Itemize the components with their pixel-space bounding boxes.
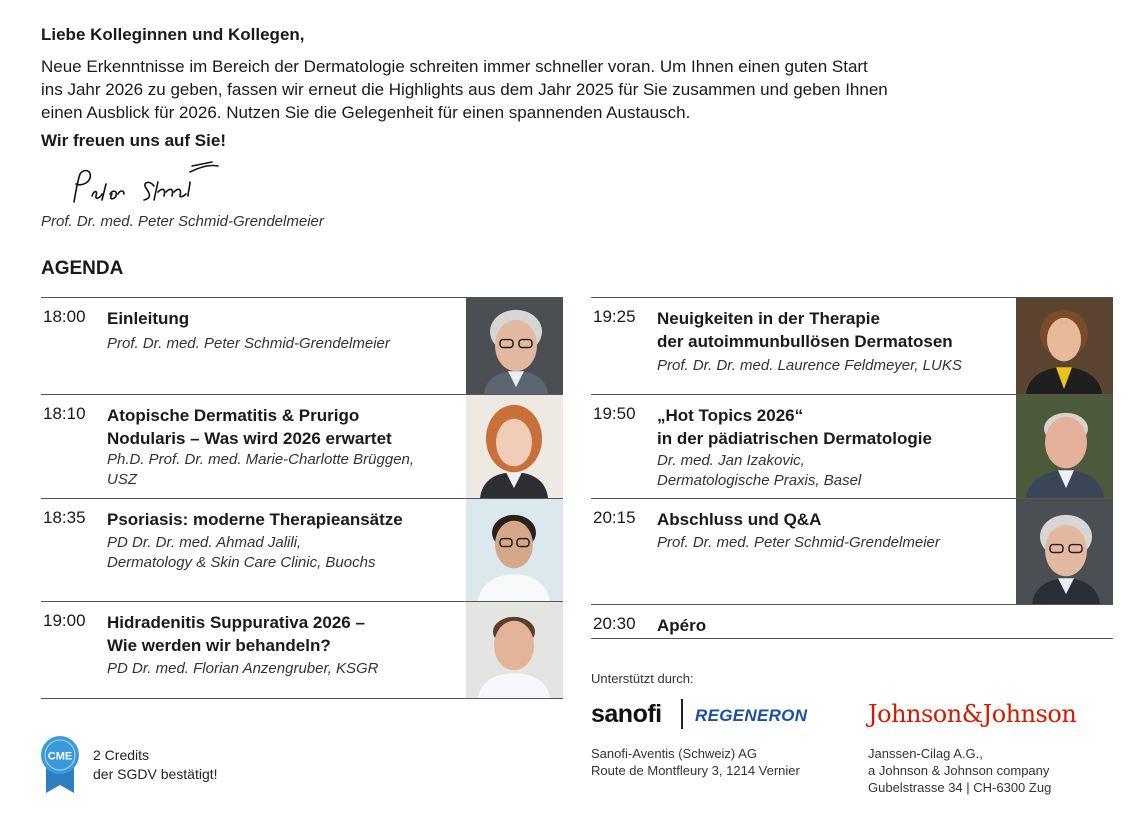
agenda-row: [591, 604, 1113, 638]
agenda-speaker: [107, 659, 457, 679]
speaker-line: Dr. med. Jan Izakovic,: [657, 452, 805, 469]
agenda-time: 18:10: [43, 404, 86, 423]
agenda-time: 20:15: [593, 508, 636, 527]
agenda-time: 18:00: [43, 307, 86, 326]
speaker-line: Dermatologische Praxis, Basel: [657, 472, 862, 489]
sanofi-logo: sanofi: [591, 700, 662, 728]
agenda-time: 19:00: [43, 611, 86, 630]
speaker-portrait-photo: [466, 499, 563, 601]
agenda-row: [591, 498, 1113, 604]
agenda-topic: [657, 508, 1007, 531]
cme-line: 2 Credits: [93, 747, 150, 763]
agenda-speaker: [107, 533, 457, 573]
speaker-line: PD Dr. Dr. med. Ahmad Jalili,: [107, 534, 302, 551]
topic-line: Wie werden wir behandeln?: [107, 636, 331, 655]
jnj-logo: Johnson&Johnson: [868, 700, 1077, 728]
cme-credits-text: [93, 746, 218, 784]
speaker-portrait-photo: [1016, 395, 1113, 498]
speaker-portrait-photo: [466, 298, 563, 394]
agenda-topic: [107, 307, 457, 330]
speaker-line: Dermatology & Skin Care Clinic, Buochs: [107, 554, 376, 571]
speaker-line: Prof. Dr. med. Peter Schmid-Grendelmeier: [657, 534, 940, 551]
agenda-column-right: [591, 297, 1113, 639]
address-line: a Johnson & Johnson company: [868, 763, 1050, 778]
agenda-speaker: [657, 533, 1007, 553]
jnj-address: [868, 745, 1051, 796]
topic-line: Abschluss und Q&A: [657, 510, 822, 529]
agenda-topic: [107, 611, 457, 657]
speaker-portrait-photo: [466, 602, 563, 698]
agenda-column-left: [41, 297, 563, 699]
speaker-line: Ph.D. Prof. Dr. med. Marie-Charlotte Brüggen,: [107, 451, 415, 468]
agenda-row: [41, 601, 563, 698]
logo-divider: [681, 699, 683, 729]
speaker-portrait-photo: [1016, 499, 1113, 604]
topic-line: Einleitung: [107, 309, 190, 328]
agenda-time: 19:25: [593, 307, 636, 326]
regeneron-logo: REGENERON: [695, 706, 808, 725]
intro-line: einen Ausblick für 2026. Nutzen Sie die Gelegenheit für einen spannenden Austausch.: [41, 103, 691, 122]
closing-line: Wir freuen uns auf Sie!: [41, 131, 226, 150]
cme-ribbon-badge-icon: [40, 735, 80, 795]
topic-line: Psoriasis: moderne Therapieansätze: [107, 510, 403, 529]
cme-badge-label: CME: [47, 750, 73, 763]
agenda-time: 20:30: [593, 614, 636, 633]
intro-line: Neue Erkenntnisse im Bereich der Dermatologie schreiten immer schneller voran. Um Ihnen einen guten Start: [41, 57, 868, 76]
topic-line: Nodularis – Was wird 2026 erwartet: [107, 429, 392, 448]
agenda-bottom-rule: [591, 638, 1113, 639]
sanofi-address: [591, 745, 800, 779]
agenda-speaker: [107, 334, 457, 354]
agenda-row: [591, 297, 1113, 394]
topic-line: in der pädiatrischen Dermatologie: [657, 429, 932, 448]
agenda-row: [41, 498, 563, 601]
cme-line: der SGDV bestätigt!: [93, 766, 218, 782]
agenda-speaker: [107, 450, 457, 490]
agenda-topic: [657, 307, 1007, 353]
speaker-line: Prof. Dr. Dr. med. Laurence Feldmeyer, LUKS: [657, 357, 962, 374]
topic-line: Hidradenitis Suppurativa 2026 –: [107, 613, 365, 632]
agenda-title: AGENDA: [41, 258, 124, 279]
address-line: Janssen-Cilag A.G.,: [868, 746, 983, 761]
speaker-portrait-photo: [1016, 298, 1113, 394]
signer-name: Prof. Dr. med. Peter Schmid-Grendelmeier: [41, 213, 324, 230]
speaker-portrait-photo: [466, 395, 563, 498]
agenda-bottom-rule: [41, 698, 563, 699]
agenda-time: 19:50: [593, 404, 636, 423]
address-line: Route de Montfleury 3, 1214 Vernier: [591, 763, 800, 778]
address-line: Sanofi-Aventis (Schweiz) AG: [591, 746, 757, 761]
topic-line: Apéro: [657, 616, 707, 635]
agenda-topic: [657, 614, 1007, 637]
topic-line: „Hot Topics 2026“: [657, 406, 804, 425]
speaker-line: USZ: [107, 471, 137, 488]
greeting: Liebe Kolleginnen und Kollegen,: [41, 25, 305, 44]
speaker-line: PD Dr. med. Florian Anzengruber, KSGR: [107, 660, 379, 677]
agenda-row: [41, 297, 563, 394]
agenda-speaker: [657, 356, 1007, 376]
intro-line: ins Jahr 2026 zu geben, fassen wir erneut die Highlights aus dem Jahr 2025 für Sie zusammen und geben Ihnen: [41, 80, 888, 99]
agenda-row: [591, 394, 1113, 498]
agenda-row: [41, 394, 563, 498]
agenda-topic: [657, 404, 1007, 450]
handwritten-signature: [62, 160, 232, 215]
agenda-topic: [107, 508, 457, 531]
address-line: Gubelstrasse 34 | CH-6300 Zug: [868, 780, 1052, 795]
agenda-topic: [107, 404, 457, 450]
supported-by-label: Unterstützt durch:: [591, 671, 694, 686]
topic-line: der autoimmunbullösen Dermatosen: [657, 332, 953, 351]
intro-paragraph: [41, 55, 1041, 124]
topic-line: Atopische Dermatitis & Prurigo: [107, 406, 360, 425]
topic-line: Neuigkeiten in der Therapie: [657, 309, 880, 328]
agenda-time: 18:35: [43, 508, 86, 527]
agenda-speaker: [657, 451, 1007, 491]
speaker-line: Prof. Dr. med. Peter Schmid-Grendelmeier: [107, 335, 390, 352]
